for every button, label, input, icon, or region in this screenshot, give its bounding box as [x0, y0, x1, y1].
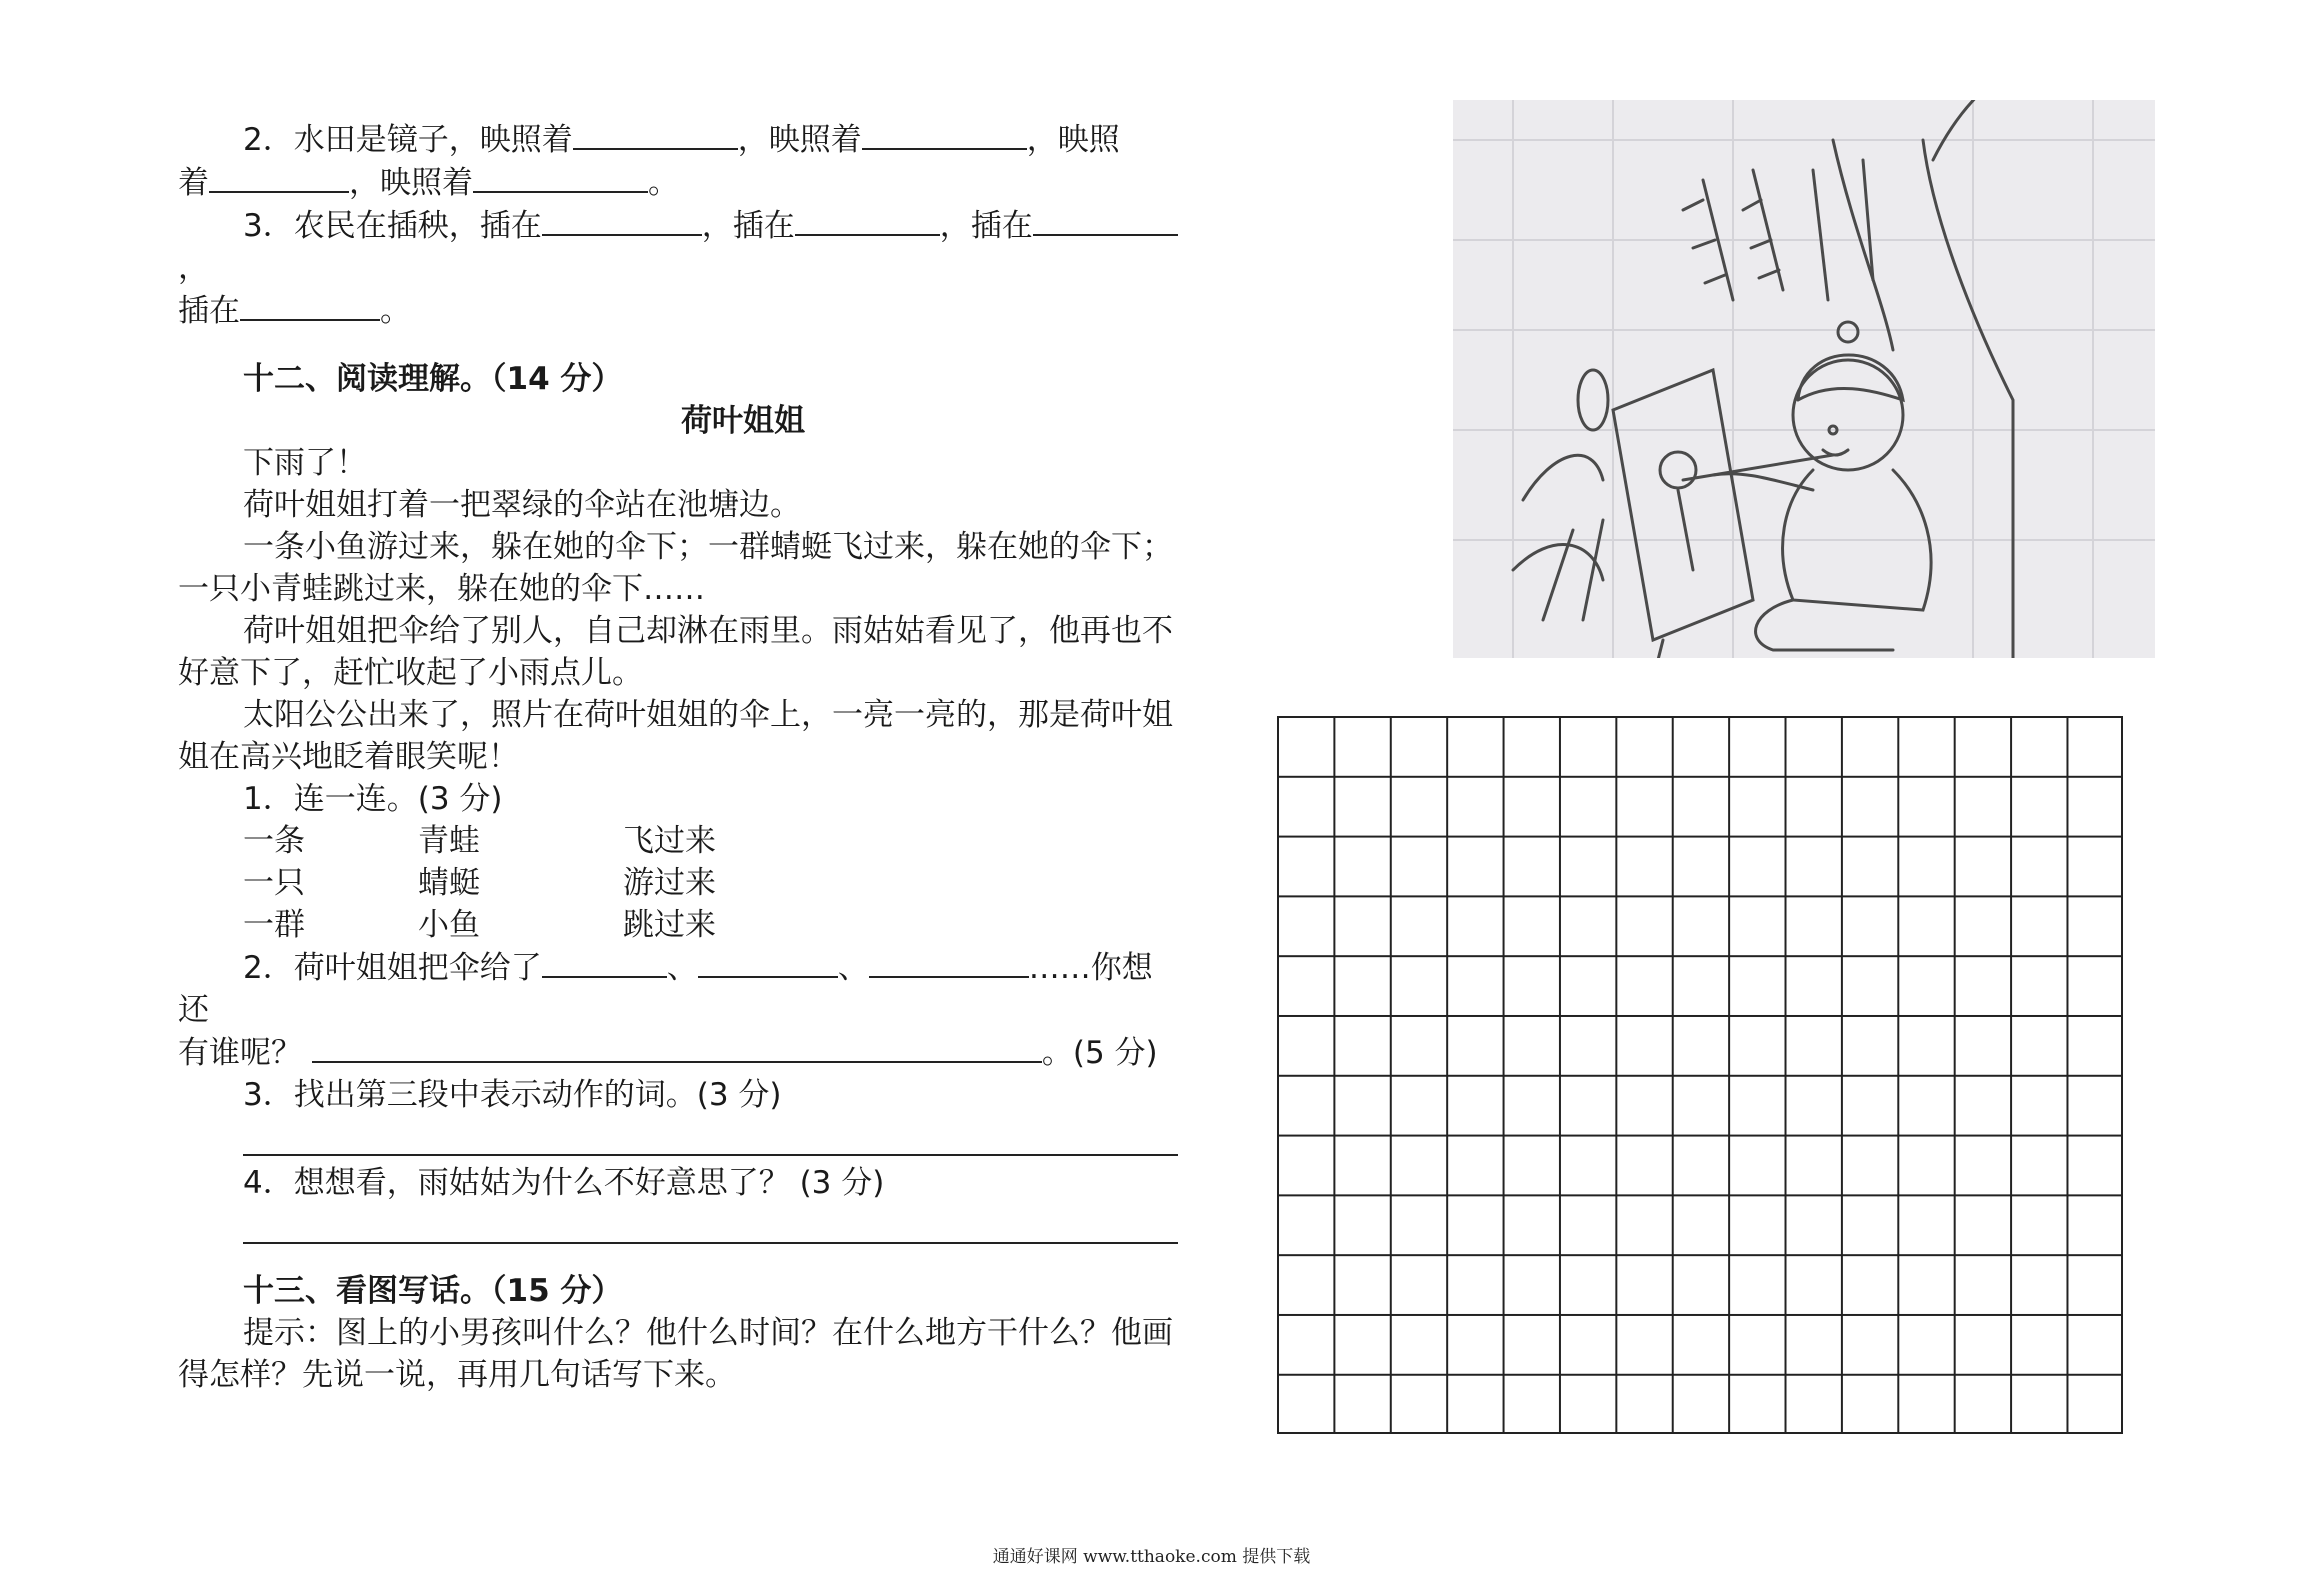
answer-blank[interactable]	[312, 1031, 1042, 1063]
matching-table	[243, 820, 1178, 946]
fill-q3-cont: 插在 。	[178, 289, 1178, 332]
fill-q3: 3．农民在插秧，插在 ，插在 ，插在，	[178, 204, 1178, 289]
match-item[interactable]: 游过来	[623, 865, 716, 901]
answer-blank[interactable]	[573, 118, 738, 150]
match-item[interactable]: 一只	[243, 865, 305, 901]
question-4: 4．想想看，雨姑姑为什么不好意思了？ (3 分)	[243, 1165, 885, 1201]
answer-blank[interactable]	[1033, 204, 1178, 236]
answer-blank[interactable]	[240, 289, 380, 321]
story-paragraph: 太阳公公出来了，照片在荷叶姐姐的伞上，一亮一亮的，那是荷叶姐姐在高兴地眨着眼笑呢！	[178, 697, 1173, 775]
fill-q2: 2．水田是镜子，映照着 ，映照着 ，映照	[178, 118, 1178, 161]
story-paragraph: 下雨了！	[243, 445, 367, 481]
answer-blank[interactable]	[542, 946, 667, 978]
match-item[interactable]: 小鱼	[418, 907, 480, 943]
question-3: 3．找出第三段中表示动作的词。(3 分)	[243, 1077, 782, 1113]
story-paragraph: 荷叶姐姐打着一把翠绿的伞站在池塘边。	[243, 487, 801, 523]
match-item[interactable]: 青蛙	[418, 823, 480, 859]
fill-q2-cont: 着 ，映照着 。	[178, 161, 1178, 204]
answer-blank[interactable]	[869, 946, 1029, 978]
match-item[interactable]: 飞过来	[623, 823, 716, 859]
answer-blank[interactable]	[209, 161, 349, 193]
match-item[interactable]: 一条	[243, 823, 305, 859]
question-1: 1．连一连。(3 分)	[243, 781, 503, 817]
reading-heading: 十二、阅读理解。（14 分）	[243, 361, 623, 397]
answer-line[interactable]	[243, 1204, 1178, 1244]
story-paragraph: 荷叶姐姐把伞给了别人，自己却淋在雨里。雨姑姑看见了，他再也不好意下了，赶忙收起了小雨点儿。	[178, 613, 1173, 691]
match-item[interactable]: 一群	[243, 907, 305, 943]
answer-blank[interactable]	[862, 118, 1027, 150]
match-item[interactable]: 蜻蜓	[418, 865, 480, 901]
question-2: 2．荷叶姐姐把伞给了 、 、 ……你想还	[178, 946, 1178, 1031]
writing-heading: 十三、看图写话。（15 分）	[243, 1273, 623, 1309]
writing-prompt: 提示：图上的小男孩叫什么？他什么时间？在什么地方干什么？他画得怎样？先说一说，再用几句话写下来。	[178, 1315, 1173, 1393]
answer-blank[interactable]	[698, 946, 838, 978]
writing-grid[interactable]	[1277, 716, 2123, 1434]
left-column	[178, 118, 1178, 1396]
boy-painting-drawing	[1453, 100, 2155, 658]
answer-blank[interactable]	[542, 204, 702, 236]
boy-painting-illustration	[1453, 100, 2155, 658]
question-2-cont: 有谁呢？ 。(5 分)	[178, 1031, 1178, 1074]
story-paragraph: 一条小鱼游过来，躲在她的伞下；一群蜻蜓飞过来，躲在她的伞下；一只小青蛙跳过来，躲在她的伞下……	[178, 529, 1173, 607]
answer-blank[interactable]	[473, 161, 648, 193]
story-title: 荷叶姐姐	[681, 403, 805, 439]
answer-line[interactable]	[243, 1116, 1178, 1156]
match-item[interactable]: 跳过来	[623, 907, 716, 943]
footer-credit: 通通好课网 www.tthaoke.com 提供下载	[992, 1547, 1311, 1567]
answer-blank[interactable]	[795, 204, 940, 236]
